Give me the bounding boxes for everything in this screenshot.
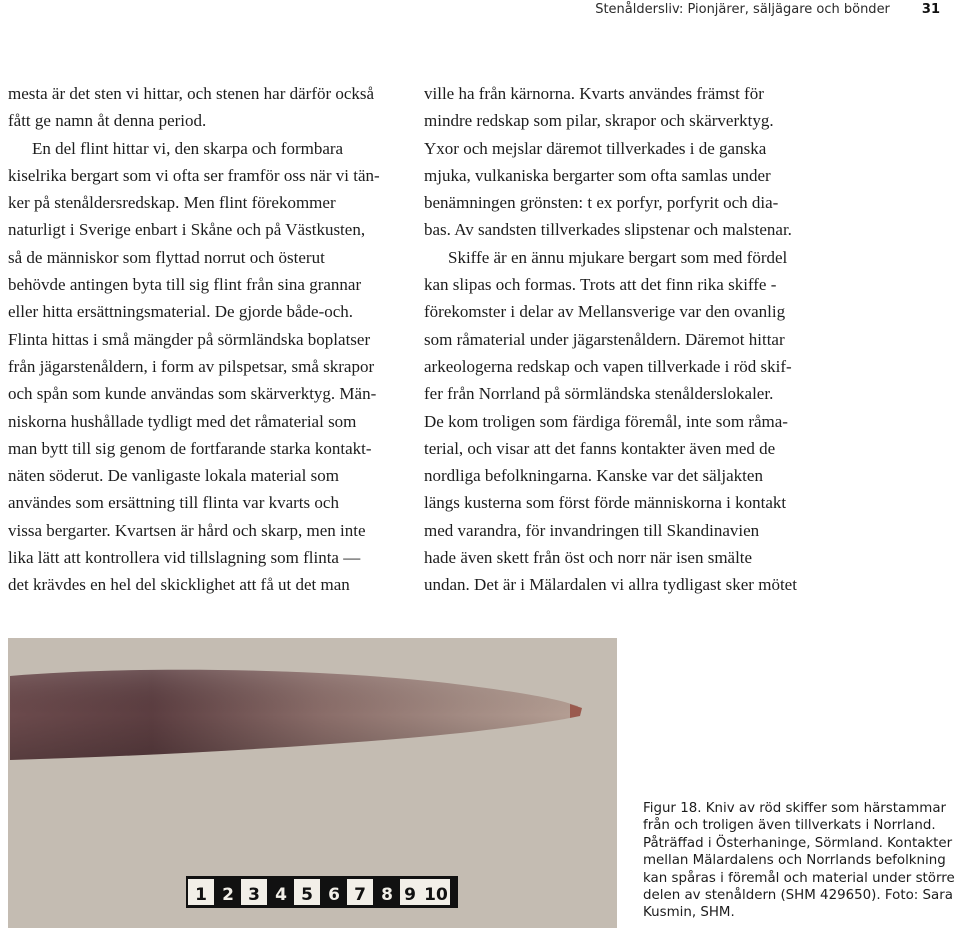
slate-knife-photo-drawing (8, 638, 617, 928)
left-paragraph-2: En del flint hittar vi, den skarpa och formbara kiselrika bergart som vi ofta ser framför oss när vi tän- ker på stenåldersredskap. Men flint förekommer naturligt i Sverige enbart i Skåne och på Västkusten, så de människor som flyttad norrut och österut behövde antingen byta till sig flint från sina grannar eller hitta ersättningsmaterial. De gjorde både-och. Flinta hittas i små mängder på sörmländska boplatser från jägarstenåldern, i form av pilspetsar, små skrapor och spån som kunde användas som skärverktyg. Män- niskorna hushållade tydligt med det råmaterial som man bytt till sig genom de fortfarande starka kontakt- näten söderut. De vanligaste lokala material som användes som ersättning till flinta var kvarts och vissa bergarter. Kvartsen är hård och skarp, men inte lika lätt att kontrollera vid tillslagning som flinta — det krävdes en hel del skicklighet att få ut det man (8, 138, 380, 595)
right-text-column (424, 80, 816, 599)
svg-text:6: 6 (328, 885, 340, 905)
running-header-title: Stenåldersliv: Pionjärer, säljägare och bönder (595, 1, 890, 17)
svg-text:7: 7 (354, 885, 366, 905)
svg-text:9: 9 (404, 885, 416, 905)
right-paragraph-2: Skiffe är en ännu mjukare bergart som med fördel kan slipas och formas. Trots att det finn rika skiffe - förekomster i delar av Mellansverige var den ovanlig som råmaterial under jägarstenåldern. Däremot hittar arkeologerna redskap och vapen tillverkade i röd skif- fer från Norrland på sörmländska stenålderslokaler. De kom troligen som färdiga föremål, inte som råma- terial, och visar att det fanns kontakter även med de nordliga befolkningarna. Kanske var det säljakten längs kusterna som först förde människorna i kontakt med varandra, för invandringen till Skandinavien hade även skett från öst och norr när isen smälte undan. Det är i Mälardalen vi allra tydligast sker mötet (424, 247, 797, 595)
svg-text:10: 10 (424, 885, 448, 905)
svg-text:1: 1 (195, 885, 207, 905)
svg-text:3: 3 (248, 885, 260, 905)
right-paragraph-1: ville ha från kärnorna. Kvarts användes främst för mindre redskap som pilar, skrapor och skärverktyg. Yxor och mejslar däremot tillverkades i de ganska mjuka, vulkaniska bergarter som ofta samlas under benämningen grönsten: t ex porfyr, porfyrit och dia- bas. Av sandsten tillverkades slipstenar och malstenar. (424, 84, 792, 240)
page-number: 31 (921, 1, 940, 17)
svg-text:8: 8 (381, 885, 393, 905)
svg-text:5: 5 (301, 885, 313, 905)
svg-text:2: 2 (222, 885, 234, 905)
running-header (595, 0, 940, 18)
ruler-scale-text (186, 921, 458, 922)
left-paragraph-1: mesta är det sten vi hittar, och stenen har därför också fått ge namn åt denna period. (8, 84, 375, 131)
figure-photo-slate-knife (8, 638, 617, 928)
svg-text:4: 4 (275, 885, 287, 905)
left-text-column (8, 80, 397, 599)
scale-ruler (186, 876, 458, 908)
figure-caption: Figur 18. Kniv av röd skiffer som härstammar från och troligen även tillverkats i Norrland. Påträffad i Österhaninge, Sörmland. Kontakter mellan Mälardalens och Norrlands befolkning kan spåras i föremål och material under större delen av stenåldern (SHM 429650). Foto: Sara Kusmin, SHM. (643, 801, 955, 921)
